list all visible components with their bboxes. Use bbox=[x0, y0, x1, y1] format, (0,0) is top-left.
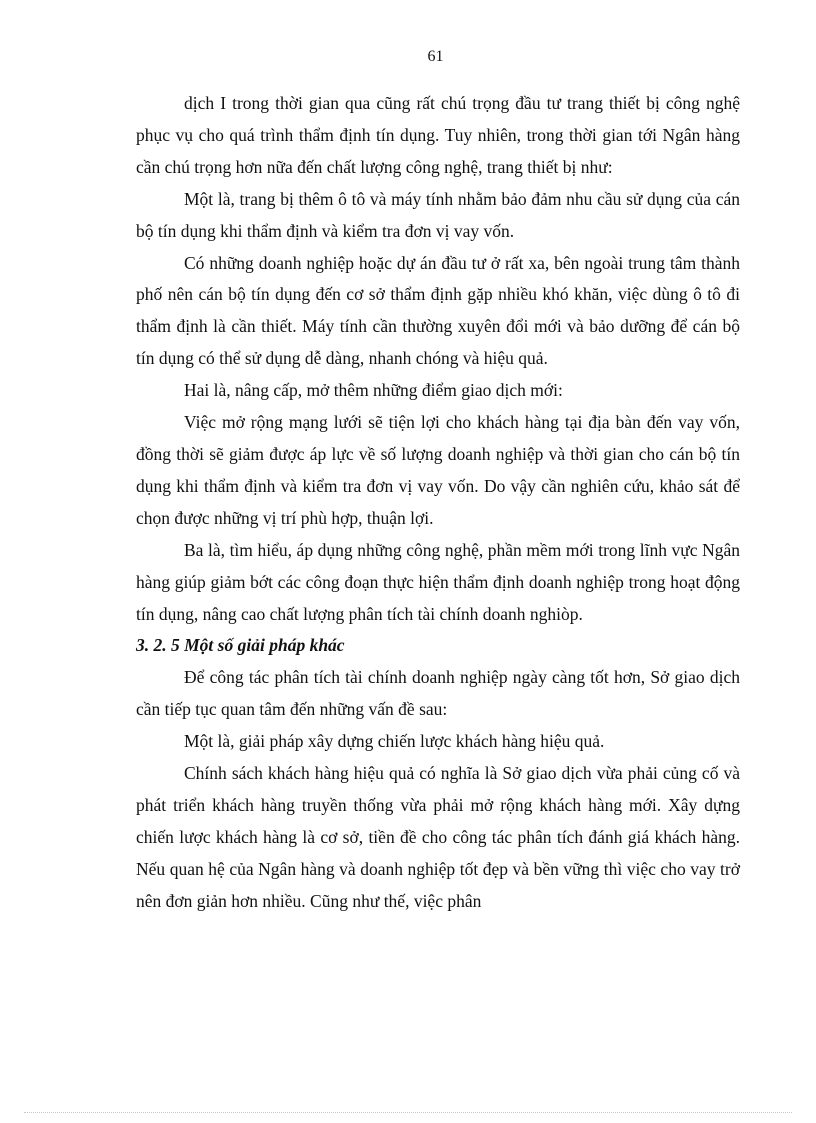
paragraph-first-vehicles-computers: Một là, trang bị thêm ô tô và máy tính nhằm bảo đảm nhu cầu sử dụng của cán bộ tín dụng khi thẩm định và kiểm tra đơn vị vay vốn. bbox=[136, 188, 740, 241]
paragraph-second-upgrade-points: Hai là, nâng cấp, mở thêm những điểm giao dịch mới: bbox=[184, 380, 563, 401]
paragraph-third-new-technology: Ba là, tìm hiểu, áp dụng những công nghệ, phần mềm mới trong lĩnh vực Ngân hàng giúp giảm bớt các công đoạn thực hiện thẩm định doanh nghiệp trong hoạt động tín dụng, nâng cao chất lượng phân tích tài chính doanh nghiòp. bbox=[136, 539, 740, 624]
paragraph-customer-strategy: Một là, giải pháp xây dựng chiến lược khách hàng hiệu quả. bbox=[184, 731, 605, 752]
page-number: 61 bbox=[427, 48, 444, 65]
section-heading: 3. 2. 5 Một số giải pháp khác bbox=[136, 635, 345, 656]
paragraph-distant-enterprises: Có những doanh nghiệp hoặc dự án đầu tư ở rất xa, bên ngoài trung tâm thành phố nên cán bộ tín dụng đến cơ sở thẩm định gặp nhiều khó khăn, việc dùng ô tô đi thẩm định là cần thiết. Máy tính cần thường xuyên đổi mới và bảo dưỡng để cán bộ tín dụng có thể sử dụng dễ dàng, nhanh chóng và hiệu quả. bbox=[136, 252, 740, 369]
paragraph-network-expansion: Việc mở rộng mạng lưới sẽ tiện lợi cho khách hàng tại địa bàn đến vay vốn, đồng thời sẽ giảm được áp lực về số lượng doanh nghiệp và thời gian cho cán bộ tín dụng khi thẩm định và kiểm tra đơn vị vay vốn. Do vậy cần nghiên cứu, khảo sát để chọn được những vị trí phù hợp, thuận lợi. bbox=[136, 412, 740, 528]
paragraph-customer-policy: Chính sách khách hàng hiệu quả có nghĩa là Sở giao dịch vừa phải củng cố và phát triển khách hàng truyền thống vừa phải mở rộng khách hàng mới. Xây dựng chiến lược khách hàng là cơ sở, tiền đề cho công tác phân tích đánh giá khách hàng. Nếu quan hệ của Ngân hàng và doanh nghiệp tốt đẹp và bền vững thì việc cho vay trở nên đơn giản hơn nhiều. Cũng như thế, việc phân bbox=[136, 763, 740, 911]
paragraph-other-solutions-intro: Để công tác phân tích tài chính doanh nghiệp ngày càng tốt hơn, Sở giao dịch cần tiếp tục quan tâm đến những vấn đề sau: bbox=[136, 667, 740, 720]
document-body bbox=[136, 88, 740, 918]
page-bottom-divider bbox=[24, 1112, 792, 1113]
paragraph-equipment-intro: dịch I trong thời gian qua cũng rất chú trọng đầu tư trang thiết bị công nghệ phục vụ cho quá trình thẩm định tín dụng. Tuy nhiên, trong thời gian tới Ngân hàng cần chú trọng hơn nữa đến chất lượng công nghệ, trang thiết bị như: bbox=[136, 93, 740, 177]
